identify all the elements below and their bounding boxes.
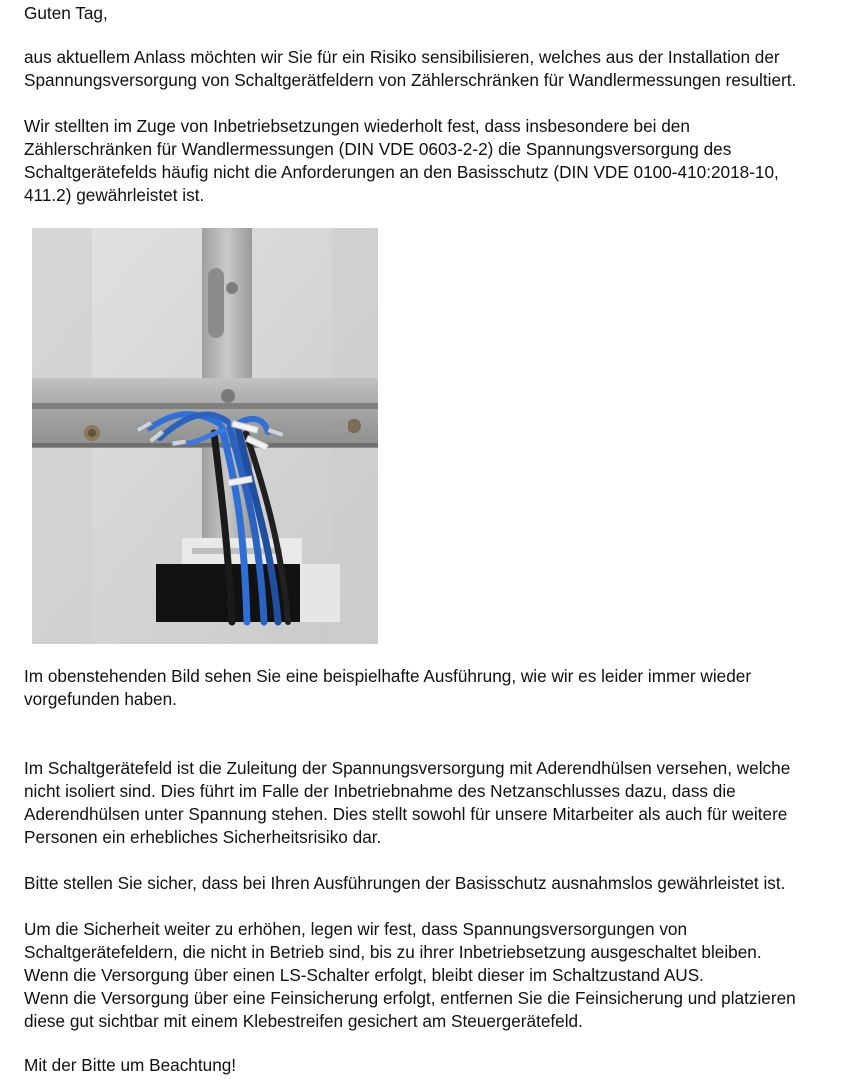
measures-line-2: Schaltgerätefeldern, die nicht in Betrieb sind, bis zu ihrer Inbetriebsetzung ausgeschaltet bleiben.	[24, 942, 762, 962]
measures-line-5: diese gut sichtbar mit einem Klebestreifen gesichert am Steuergerätefeld.	[24, 1011, 583, 1031]
finding-paragraph	[24, 115, 779, 207]
greeting: Guten Tag,	[24, 3, 108, 23]
intro-line-1: aus aktuellem Anlass möchten wir Sie für ein Risiko sensibilisieren, welches aus der Installation der	[24, 47, 780, 67]
example-installation-photo	[32, 228, 378, 644]
request-paragraph: Bitte stellen Sie sicher, dass bei Ihren Ausführungen der Basisschutz ausnahmslos gewährleistet ist.	[24, 873, 786, 893]
finding-line-1: Wir stellten im Zuge von Inbetriebsetzungen wiederholt fest, dass insbesondere bei den	[24, 116, 690, 136]
caption-line-1: Im obenstehenden Bild sehen Sie eine beispielhafte Ausführung, wie wir es leider immer wieder	[24, 666, 752, 686]
risk-paragraph	[24, 757, 790, 849]
measures-line-3: Wenn die Versorgung über einen LS-Schalter erfolgt, bleibt dieser im Schaltzustand AUS.	[24, 965, 704, 985]
risk-line-1: Im Schaltgerätefeld ist die Zuleitung der Spannungsversorgung mit Aderendhülsen versehen, welche	[24, 758, 791, 778]
finding-line-4: 411.2) gewährleistet ist.	[24, 185, 205, 205]
closing: Mit der Bitte um Beachtung!	[24, 1055, 237, 1075]
finding-line-3: Schaltgerätefelds häufig nicht die Anforderungen an den Basisschutz (DIN VDE 0100-410:2018-10,	[24, 162, 779, 182]
measures-line-1: Um die Sicherheit weiter zu erhöhen, legen wir fest, dass Spannungsversorgungen von	[24, 919, 688, 939]
intro-line-2: Spannungsversorgung von Schaltgerätfeldern von Zählerschränken für Wandlermessungen resultiert.	[24, 70, 797, 90]
caption-line-2: vorgefunden haben.	[24, 689, 177, 709]
risk-line-2: nicht isoliert sind. Dies führt im Falle der Inbetriebnahme des Netzanschlusses dazu, dass die	[24, 781, 736, 801]
measures-paragraph	[24, 918, 796, 1033]
caption-paragraph	[24, 665, 751, 711]
intro-paragraph	[24, 46, 796, 92]
risk-line-4: Personen ein erhebliches Sicherheitsrisiko dar.	[24, 827, 382, 847]
risk-line-3: Aderendhülsen unter Spannung stehen. Dies stellt sowohl für unsere Mitarbeiter als auch für weitere	[24, 804, 788, 824]
measures-line-4: Wenn die Versorgung über eine Feinsicherung erfolgt, entfernen Sie die Feinsicherung und platzieren	[24, 988, 796, 1008]
finding-line-2: Zählerschränken für Wandlermessungen (DIN VDE 0603-2-2) die Spannungsversorgung des	[24, 139, 732, 159]
